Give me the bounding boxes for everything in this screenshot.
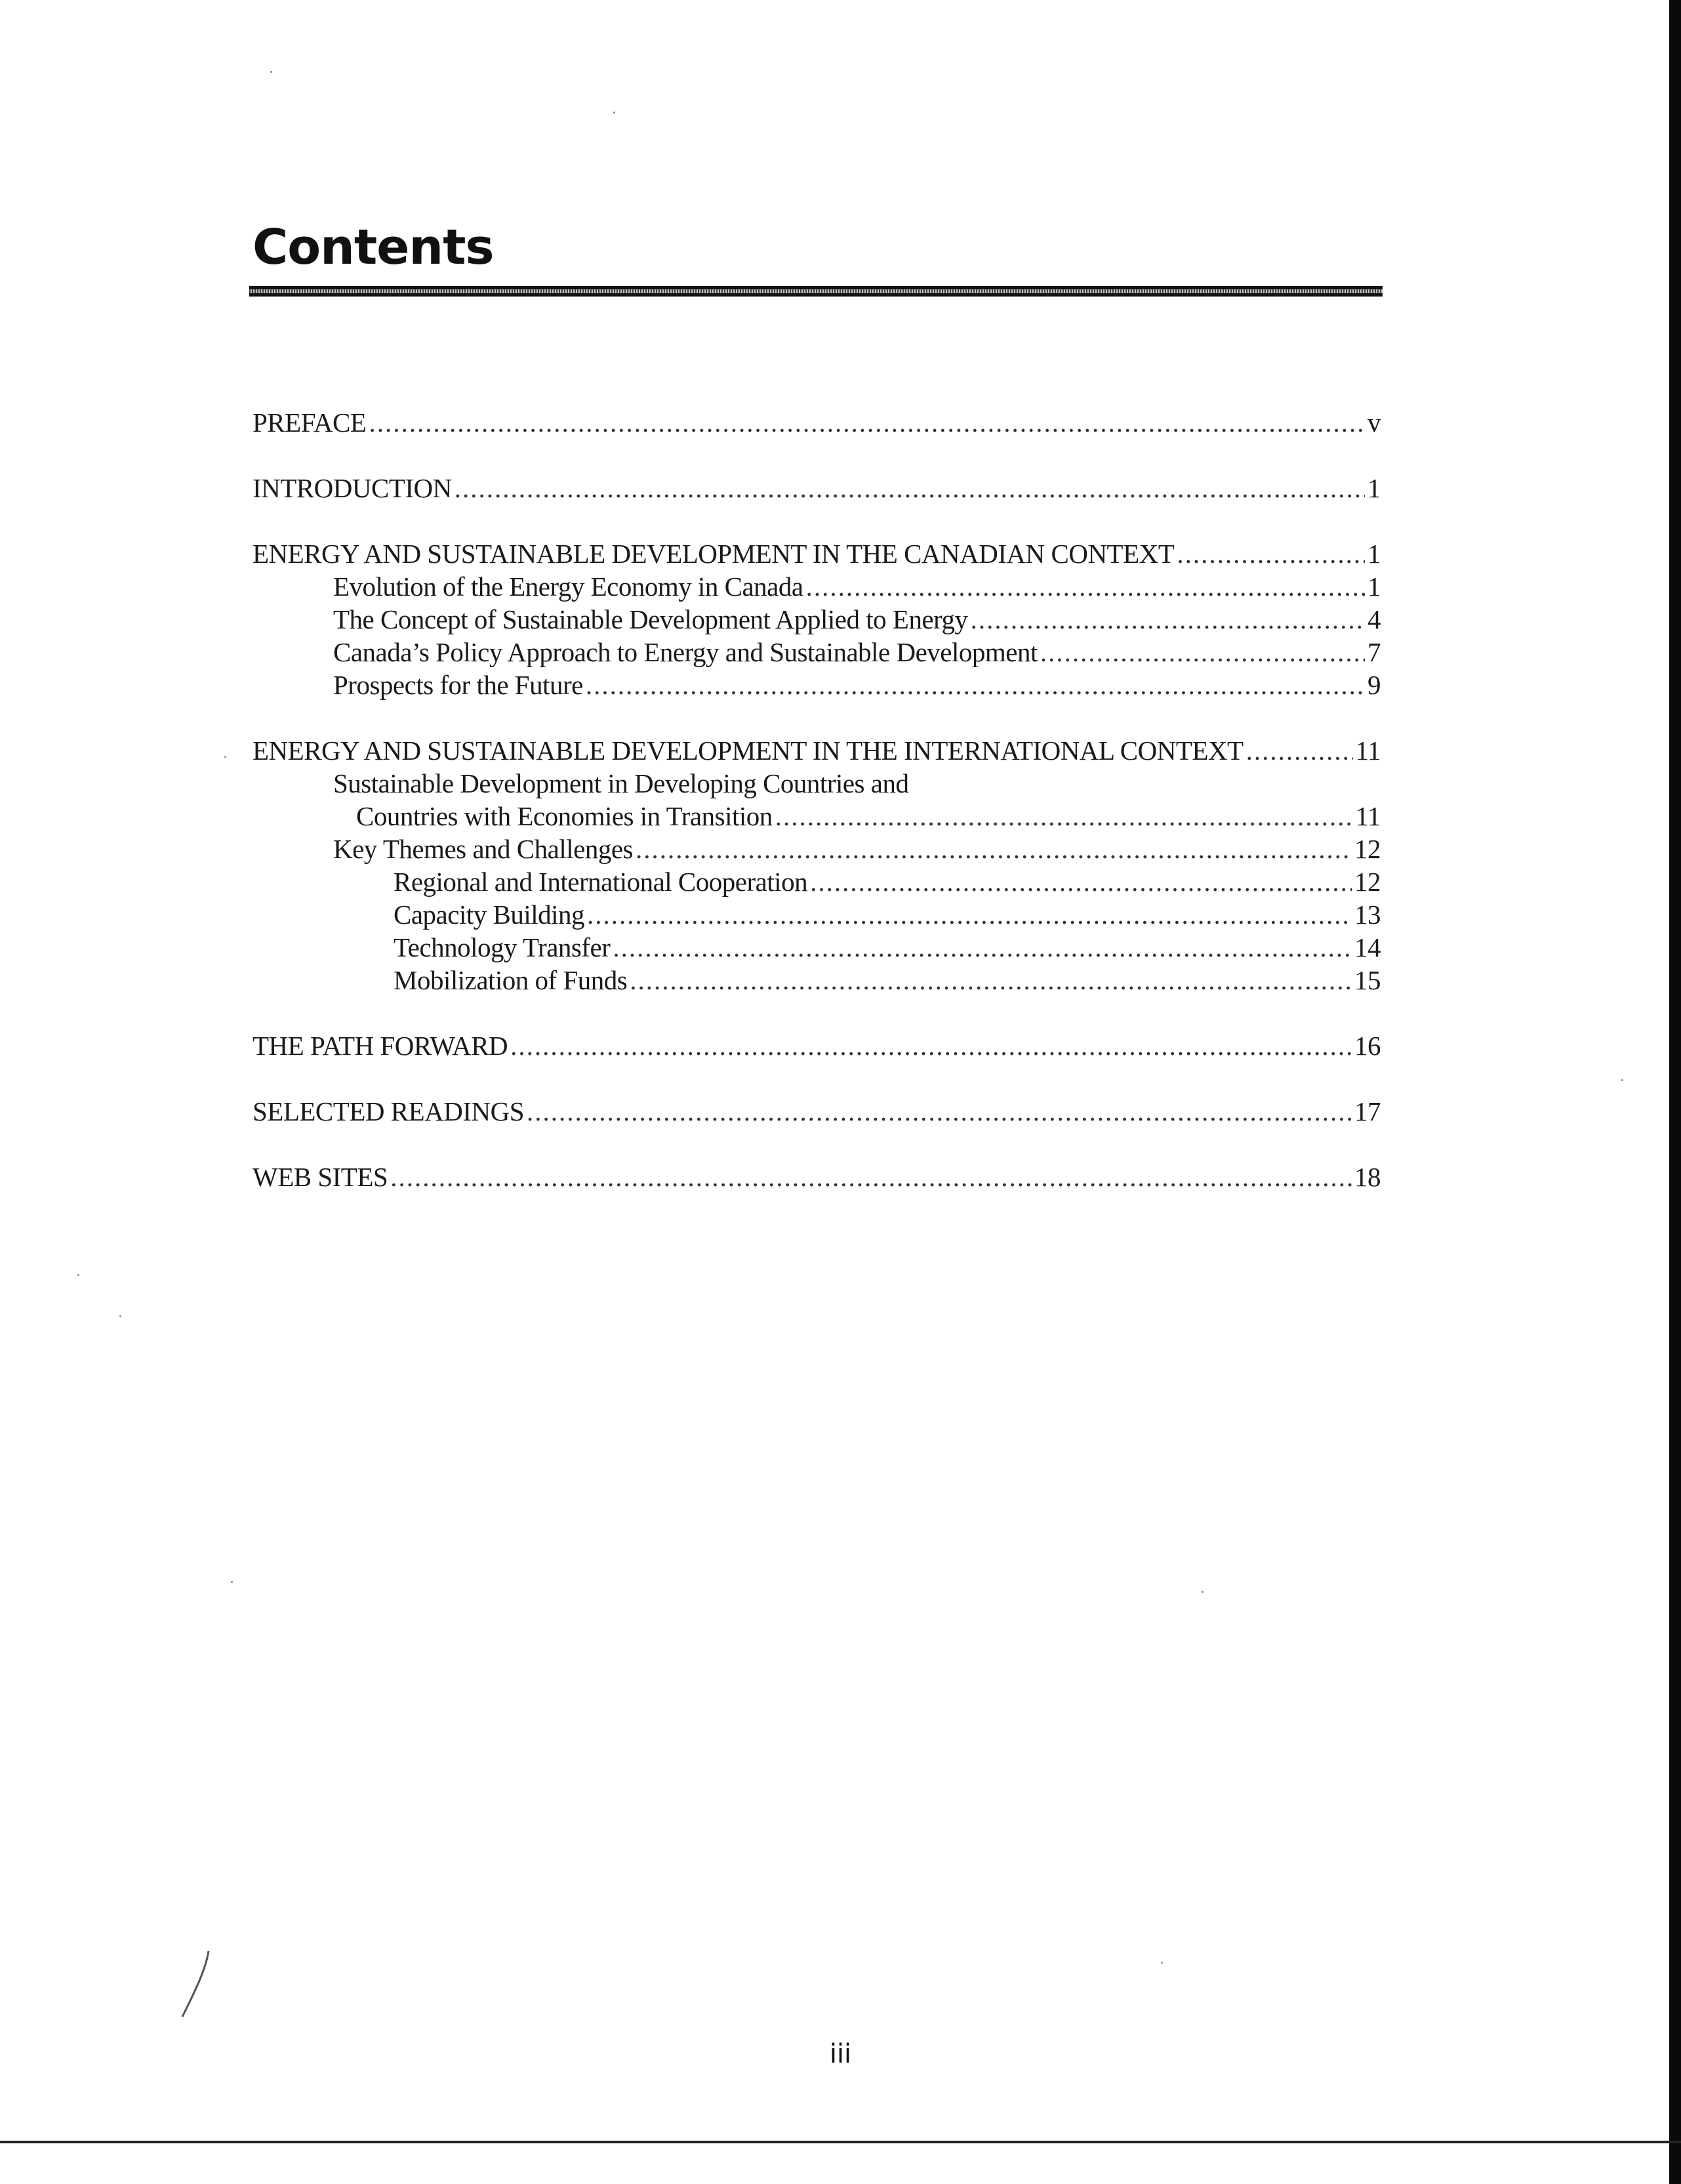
toc-entry-international-context[interactable]: [253, 735, 1381, 767]
toc-page: 14: [1354, 932, 1381, 962]
toc-page: 13: [1354, 899, 1381, 930]
toc-entry-technology-transfer[interactable]: [253, 932, 1381, 964]
toc-label: Technology Transfer: [394, 932, 611, 962]
dot-leader: [390, 1161, 1352, 1193]
toc-page: 9: [1367, 670, 1381, 700]
scan-speck: [1621, 1079, 1623, 1081]
dot-leader: [775, 800, 1353, 833]
toc-page: v: [1367, 407, 1381, 438]
toc-label: The Concept of Sustainable Development Applied to Energy: [333, 604, 968, 634]
toc-entry-preface[interactable]: [253, 407, 1381, 439]
toc-label: INTRODUCTION: [253, 473, 452, 503]
toc-entry-selected-readings[interactable]: [253, 1096, 1381, 1128]
toc-entry-evolution[interactable]: [253, 571, 1381, 603]
toc-entry-path-forward[interactable]: [253, 1030, 1381, 1062]
dot-leader: [1040, 636, 1365, 669]
toc-label: Key Themes and Challenges: [333, 834, 633, 864]
toc-label: Countries with Economies in Transition: [356, 801, 773, 831]
toc-line-developing: Sustainable Development in Developing Countries and: [333, 768, 909, 798]
toc-entry-mobilization-of-funds[interactable]: [253, 964, 1381, 997]
scan-speck: [1161, 1962, 1163, 1964]
dot-leader: [369, 407, 1365, 439]
toc-label: Mobilization of Funds: [394, 965, 628, 995]
scan-speck: [224, 756, 226, 758]
scan-speck: [613, 112, 615, 113]
dot-leader: [586, 669, 1365, 701]
toc-page: 12: [1354, 834, 1381, 864]
pen-mark-icon: [177, 1948, 223, 2021]
toc-page: 1: [1367, 571, 1381, 602]
toc-entry-canadian-context[interactable]: [253, 538, 1381, 570]
toc-page: 1: [1367, 539, 1381, 569]
dot-leader: [527, 1096, 1352, 1128]
toc-label: ENERGY AND SUSTAINABLE DEVELOPMENT IN THE INTERNATIONAL CONTEXT: [253, 735, 1244, 766]
toc-label: Canada’s Policy Approach to Energy and Sustainable Development: [333, 637, 1038, 667]
page-title: Contents: [253, 219, 494, 276]
toc-label: PREFACE: [253, 407, 367, 438]
scan-right-edge: [1669, 0, 1681, 2184]
toc-page: 4: [1367, 604, 1381, 634]
title-rule: [249, 286, 1383, 297]
dot-leader: [455, 472, 1365, 505]
toc-entry-prospects[interactable]: [253, 669, 1381, 701]
dot-leader: [806, 571, 1365, 603]
dot-leader: [613, 932, 1352, 964]
scan-speck: [119, 1315, 121, 1317]
page-number: iii: [829, 2039, 852, 2069]
toc-label: WEB SITES: [253, 1162, 388, 1192]
dot-leader: [636, 833, 1352, 865]
toc-label: SELECTED READINGS: [253, 1096, 525, 1126]
dot-leader: [510, 1030, 1352, 1062]
toc-page: 17: [1354, 1096, 1381, 1126]
toc-page: 12: [1354, 867, 1381, 897]
scan-speck: [231, 1581, 233, 1583]
toc-page: 11: [1355, 735, 1381, 766]
toc-entry-key-themes[interactable]: [253, 833, 1381, 865]
scan-speck: [1202, 1591, 1204, 1593]
toc-entry-policy-approach[interactable]: [253, 636, 1381, 669]
scan-speck: [270, 71, 272, 73]
toc-entry-developing-countries[interactable]: [253, 800, 1381, 833]
dot-leader: [971, 604, 1365, 636]
scan-speck: [77, 1274, 79, 1276]
toc-label: Evolution of the Energy Economy in Canada: [333, 571, 803, 602]
dot-leader: [810, 866, 1352, 898]
toc-entry-web-sites[interactable]: [253, 1161, 1381, 1193]
toc-label: THE PATH FORWARD: [253, 1031, 508, 1061]
scan-bottom-edge: [0, 2141, 1681, 2143]
toc-page: 15: [1354, 965, 1381, 995]
toc-page: 18: [1354, 1162, 1381, 1192]
toc-label: Capacity Building: [394, 899, 584, 930]
toc-entry-concept[interactable]: [253, 604, 1381, 636]
toc-label: Prospects for the Future: [333, 670, 583, 700]
dot-leader: [1246, 735, 1353, 767]
toc-entry-introduction[interactable]: [253, 472, 1381, 505]
toc-page: 11: [1355, 801, 1381, 831]
toc-entry-capacity-building[interactable]: [253, 899, 1381, 931]
toc-page: 16: [1354, 1031, 1381, 1061]
toc-entry-regional-cooperation[interactable]: [253, 866, 1381, 898]
toc-label: ENERGY AND SUSTAINABLE DEVELOPMENT IN THE CANADIAN CONTEXT: [253, 539, 1175, 569]
dot-leader: [587, 899, 1352, 931]
toc-label: Regional and International Cooperation: [394, 867, 808, 897]
toc-page: 7: [1367, 637, 1381, 667]
toc-page: 1: [1367, 473, 1381, 503]
dot-leader: [1177, 538, 1365, 570]
dot-leader: [630, 964, 1352, 997]
